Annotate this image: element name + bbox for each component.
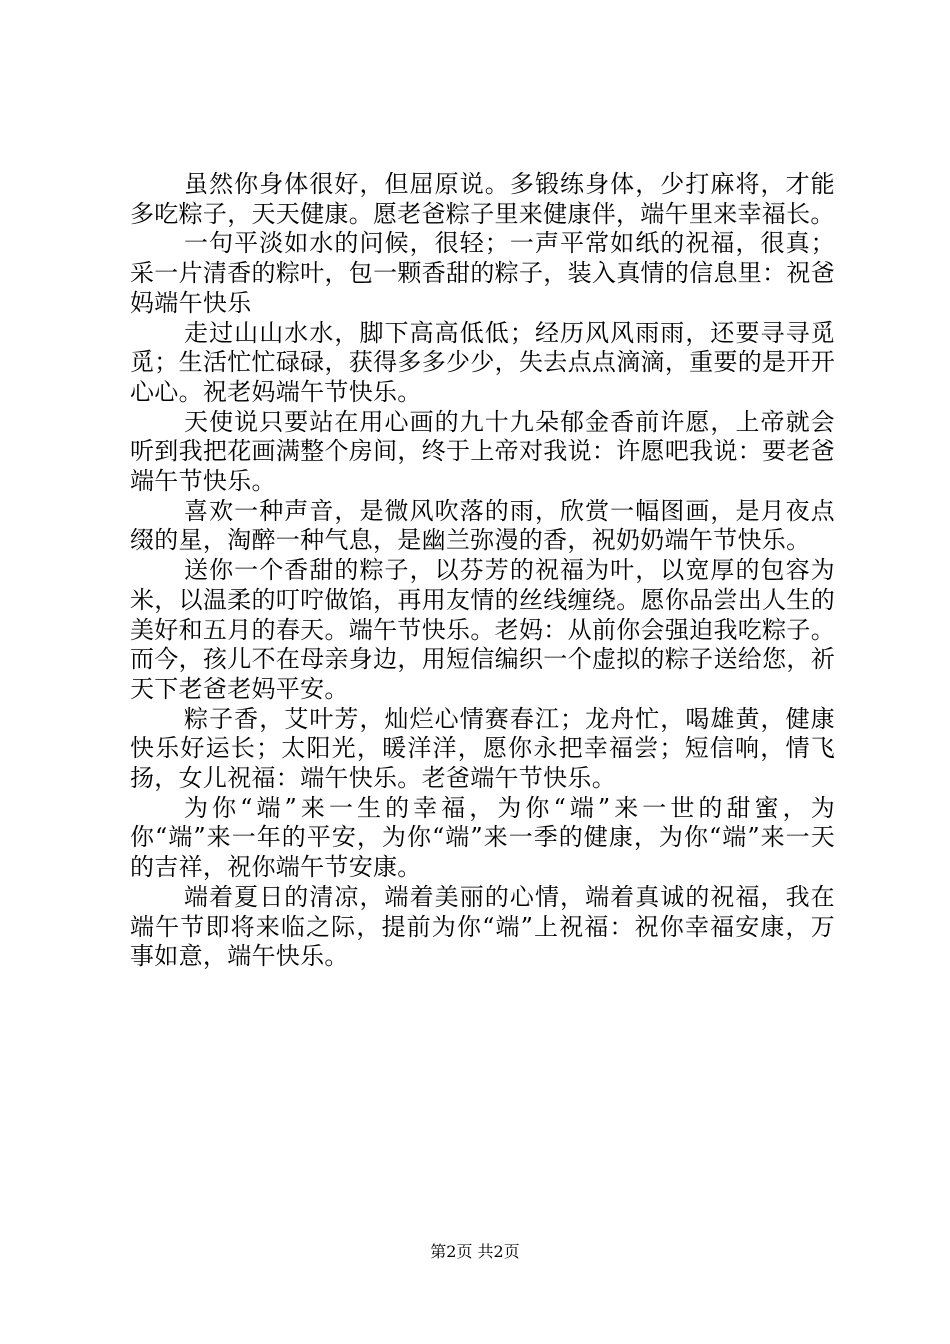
paragraph-1: 虽然你身体很好，但屈原说。多锻练身体，少打麻将，才能多吃粽子，天天健康。愿老爸粽子里来健康伴，端午里来幸福长。 bbox=[130, 170, 835, 228]
page-number-label: 第2页 共2页 bbox=[430, 1242, 520, 1261]
paragraph-9: 端着夏日的清凉，端着美丽的心情，端着真诚的祝福，我在端午节即将来临之际，提前为你“端”上祝福：祝你幸福安康，万事如意，端午快乐。 bbox=[130, 882, 835, 971]
paragraph-4: 天使说只要站在用心画的九十九朵郁金香前许愿，上帝就会听到我把花画满整个房间，终于上帝对我说：许愿吧我说：要老爸端午节快乐。 bbox=[130, 407, 835, 496]
page-footer bbox=[0, 1242, 950, 1262]
paragraph-7: 粽子香，艾叶芳，灿烂心情赛春江；龙舟忙，喝雄黄，健康快乐好运长；太阳光，暖洋洋，愿你永把幸福尝；短信响，情飞扬，女儿祝福：端午快乐。老爸端午节快乐。 bbox=[130, 704, 835, 793]
paragraph-5: 喜欢一种声音，是微风吹落的雨，欣赏一幅图画，是月夜点缀的星，淘醉一种气息，是幽兰弥漫的香，祝奶奶端午节快乐。 bbox=[130, 496, 835, 555]
paragraph-2: 一句平淡如水的问候，很轻；一声平常如纸的祝福，很真；采一片清香的粽叶，包一颗香甜的粽子，装入真情的信息里：祝爸妈端午快乐 bbox=[130, 229, 835, 317]
paragraph-6: 送你一个香甜的粽子，以芬芳的祝福为叶，以宽厚的包容为米，以温柔的叮咛做馅，再用友情的丝线缠绕。愿你品尝出人生的美好和五月的春天。端午节快乐。老妈：从前你会强迫我吃粽子。而今，孩儿不在母亲身边，用短信编织一个虚拟的粽子送给您，祈天下老爸老妈平安。 bbox=[130, 556, 835, 703]
paragraph-3: 走过山山水水，脚下高高低低；经历风风雨雨，还要寻寻觅觅；生活忙忙碌碌，获得多多少少，失去点点滴滴，重要的是开开心心。祝老妈端午节快乐。 bbox=[130, 318, 835, 406]
paragraph-8: 为你“端”来一生的幸福，为你“端”来一世的甜蜜，为你“端”来一年的平安，为你“端”来一季的健康，为你“端”来一天的吉祥，祝你端午节安康。 bbox=[130, 793, 835, 882]
body-text bbox=[130, 170, 835, 972]
